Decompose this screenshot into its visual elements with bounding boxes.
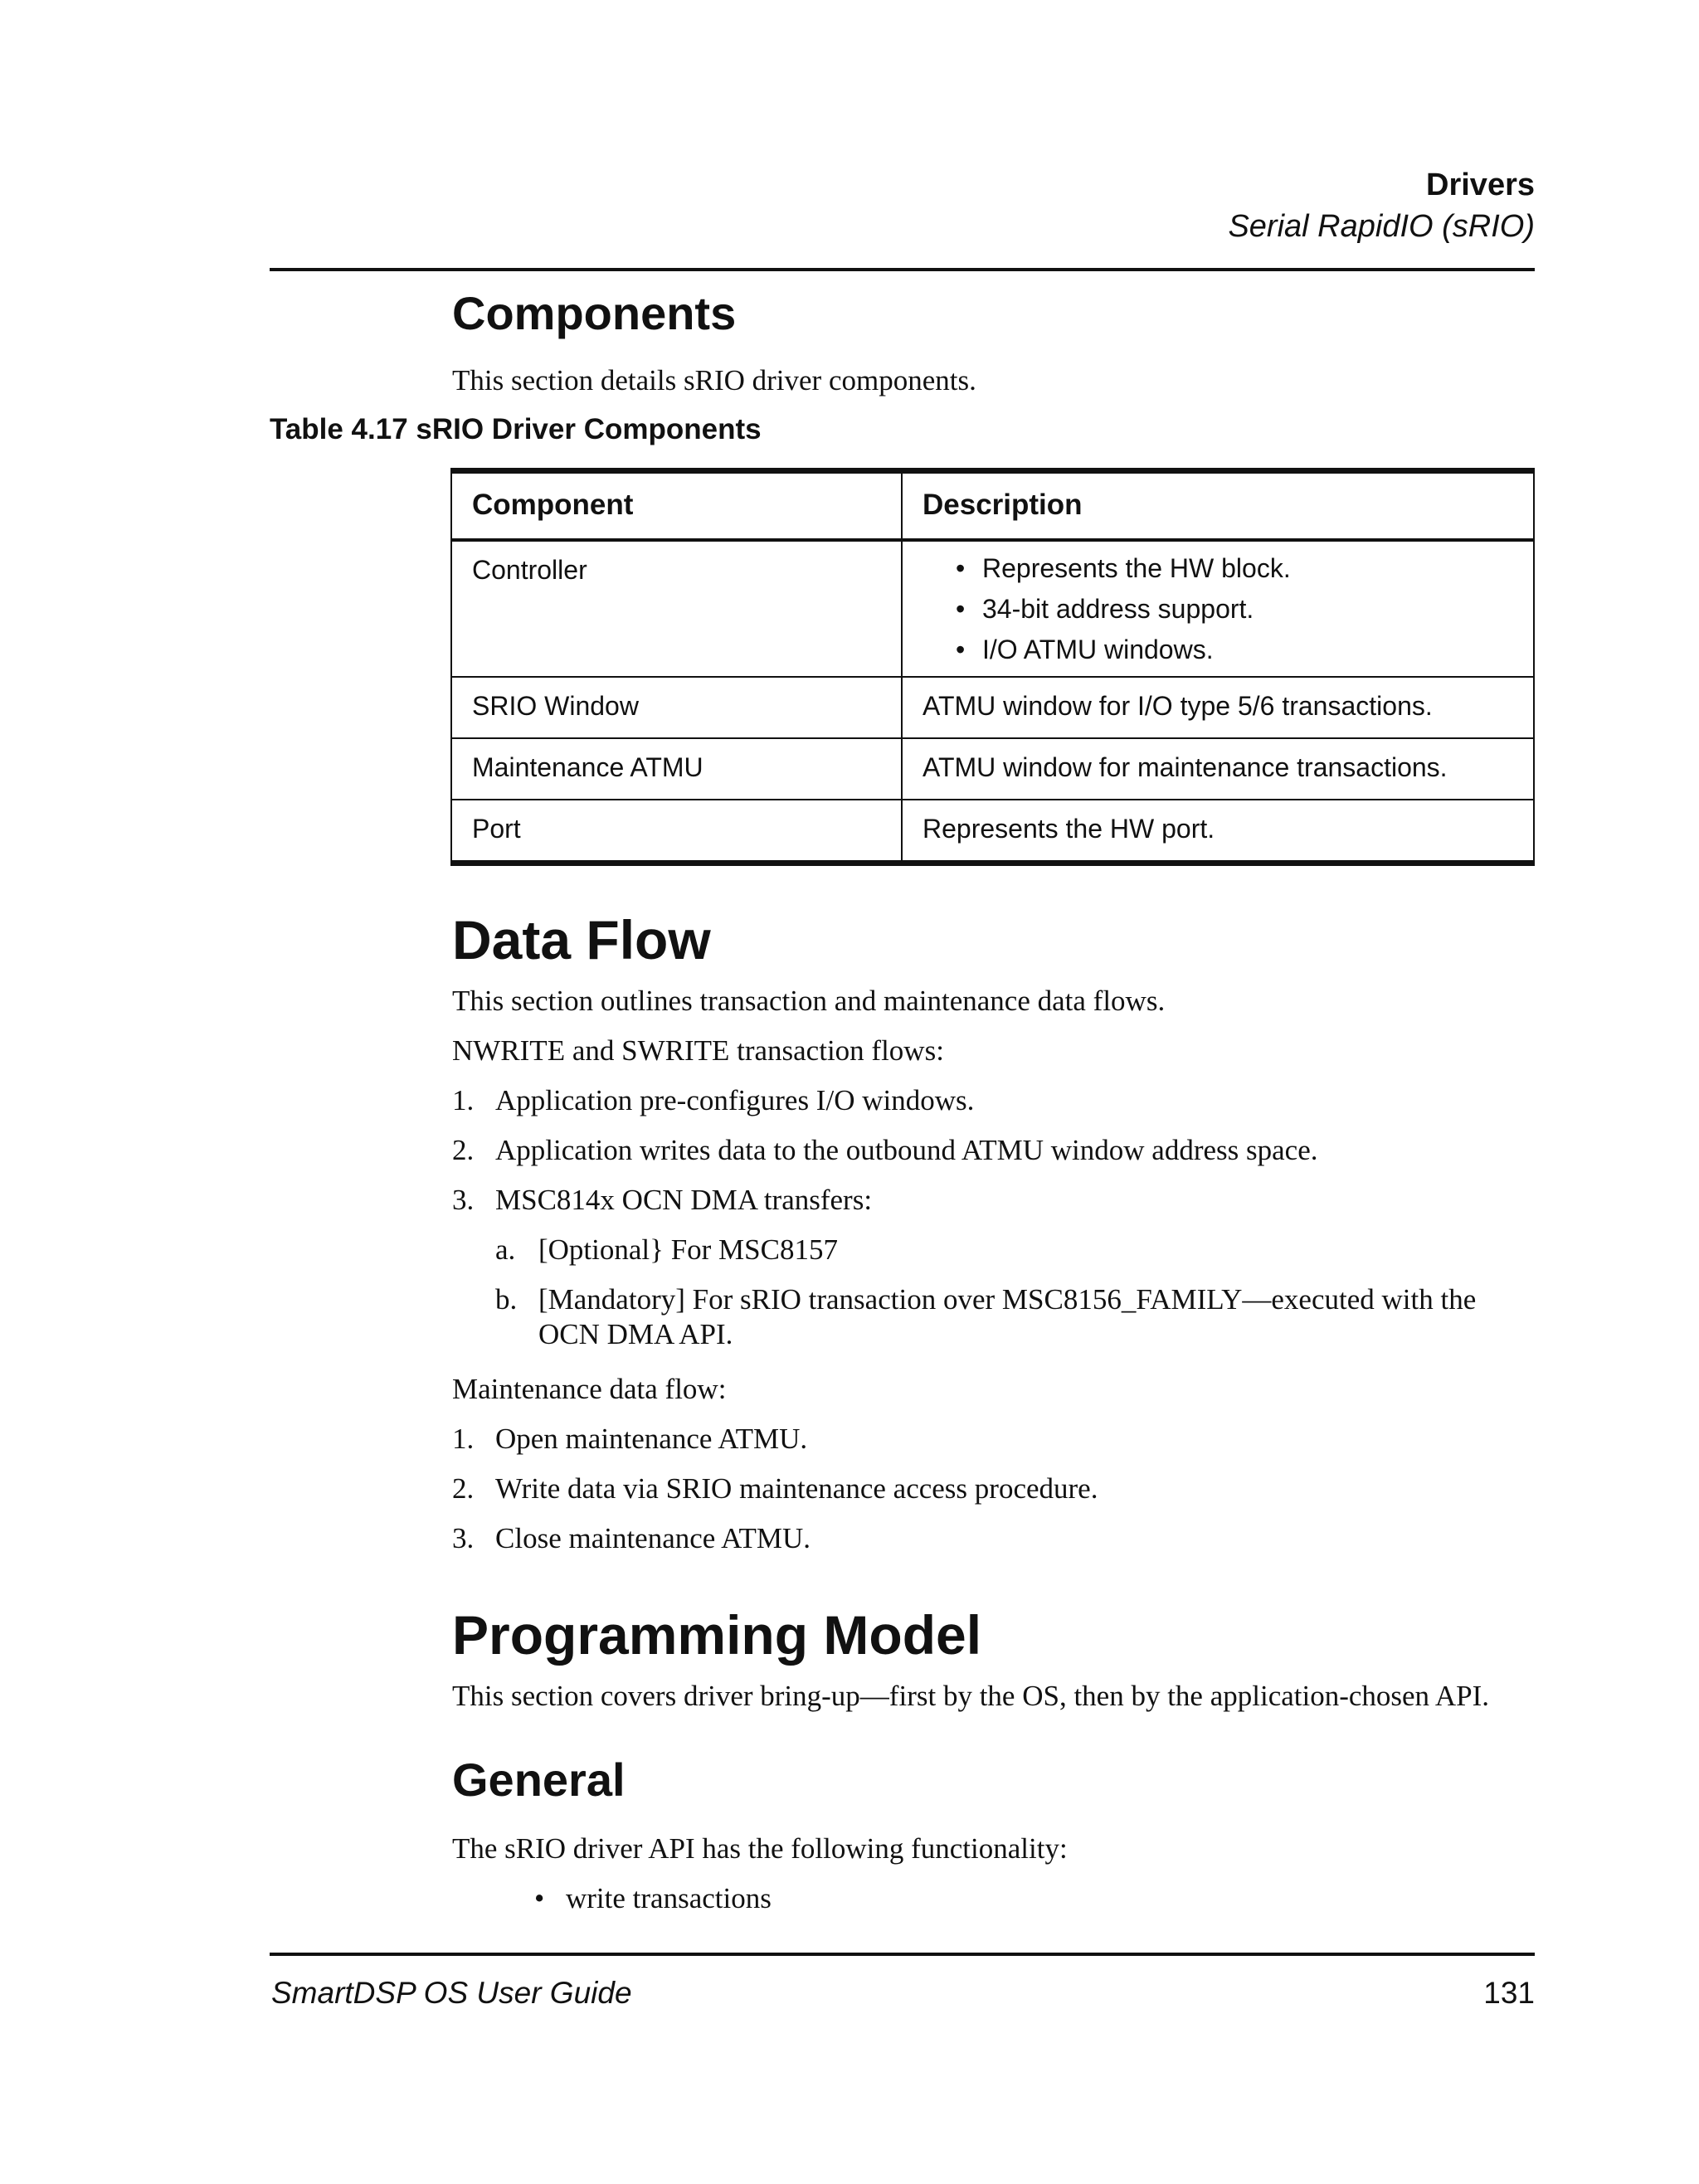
description-bullet: • I/O ATMU windows. xyxy=(923,636,1513,663)
component-cell: Port xyxy=(451,800,902,863)
description-bullet: • Represents the HW block. xyxy=(923,555,1513,581)
programming-model-heading: Programming Model xyxy=(452,1604,982,1666)
list-text: Application pre-configures I/O windows. xyxy=(495,1084,975,1116)
list-item xyxy=(495,1282,1535,1352)
nwrite-substeps-list xyxy=(495,1233,1535,1352)
programming-model-intro: This section covers driver bring-up—first by the OS, then by the application-chosen API. xyxy=(452,1680,1490,1712)
description-cell: Represents the HW port. xyxy=(902,800,1534,863)
components-table xyxy=(450,468,1535,866)
component-cell: SRIO Window xyxy=(451,677,902,738)
table-row xyxy=(451,540,1534,677)
list-item xyxy=(452,1133,1535,1168)
list-item xyxy=(452,1083,1535,1118)
components-heading: Components xyxy=(452,287,737,339)
list-text: Close maintenance ATMU. xyxy=(495,1522,811,1554)
list-number: 1. xyxy=(452,1423,475,1455)
table-row xyxy=(451,677,1534,738)
list-item xyxy=(452,1422,1535,1457)
nwrite-intro: NWRITE and SWRITE transaction flows: xyxy=(452,1034,944,1067)
description-bullet: • 34-bit address support. xyxy=(923,596,1513,622)
list-item xyxy=(452,1521,1535,1556)
list-text: [Mandatory] For sRIO transaction over MSC8156_FAMILY—executed with the OCN DMA API. xyxy=(538,1283,1477,1350)
description-cell: ATMU window for maintenance transactions. xyxy=(902,738,1534,800)
list-text: Write data via SRIO maintenance access procedure. xyxy=(495,1472,1098,1505)
list-number: 1. xyxy=(452,1084,475,1116)
list-item: • write transactions xyxy=(531,1881,772,1916)
data-flow-heading: Data Flow xyxy=(452,909,711,970)
general-bullets xyxy=(531,1881,772,1916)
header-rule xyxy=(270,268,1535,271)
general-heading: General xyxy=(452,1754,626,1806)
description-cell xyxy=(902,540,1534,677)
nwrite-steps-list xyxy=(452,1083,1535,1367)
table-row xyxy=(451,738,1534,800)
footer-rule xyxy=(270,1953,1535,1956)
list-number: a. xyxy=(495,1233,516,1266)
list-number: 3. xyxy=(452,1184,475,1216)
list-number: 2. xyxy=(452,1472,475,1505)
components-intro: This section details sRIO driver components. xyxy=(452,364,976,396)
table-row xyxy=(451,800,1534,863)
footer-title: SmartDSP OS User Guide xyxy=(271,1976,632,2010)
description-cell: ATMU window for I/O type 5/6 transactions. xyxy=(902,677,1534,738)
description-bullets xyxy=(923,555,1513,663)
list-text: [Optional} For MSC8157 xyxy=(538,1233,838,1266)
list-number: b. xyxy=(495,1283,518,1316)
header-section: Serial RapidIO (sRIO) xyxy=(1228,209,1535,244)
list-number: 2. xyxy=(452,1134,475,1166)
maintenance-steps-list xyxy=(452,1422,1535,1571)
table-caption: Table 4.17 sRIO Driver Components xyxy=(270,413,762,445)
list-item xyxy=(452,1471,1535,1506)
list-text: Application writes data to the outbound ATMU window address space. xyxy=(495,1134,1318,1166)
list-text: Open maintenance ATMU. xyxy=(495,1423,808,1455)
data-flow-intro: This section outlines transaction and maintenance data flows. xyxy=(452,985,1166,1017)
general-intro: The sRIO driver API has the following functionality: xyxy=(452,1832,1068,1865)
list-text: MSC814x OCN DMA transfers: xyxy=(495,1184,873,1216)
maintenance-intro: Maintenance data flow: xyxy=(452,1373,727,1405)
component-cell: Controller xyxy=(451,540,902,677)
list-number: 3. xyxy=(452,1522,475,1554)
list-item xyxy=(495,1233,1535,1267)
table-header-row xyxy=(451,471,1534,541)
header-chapter: Drivers xyxy=(1426,168,1535,202)
column-header-component: Component xyxy=(451,471,902,541)
page-number: 131 xyxy=(1483,1976,1535,2010)
component-cell: Maintenance ATMU xyxy=(451,738,902,800)
column-header-description: Description xyxy=(902,471,1534,541)
list-item xyxy=(452,1183,1535,1352)
